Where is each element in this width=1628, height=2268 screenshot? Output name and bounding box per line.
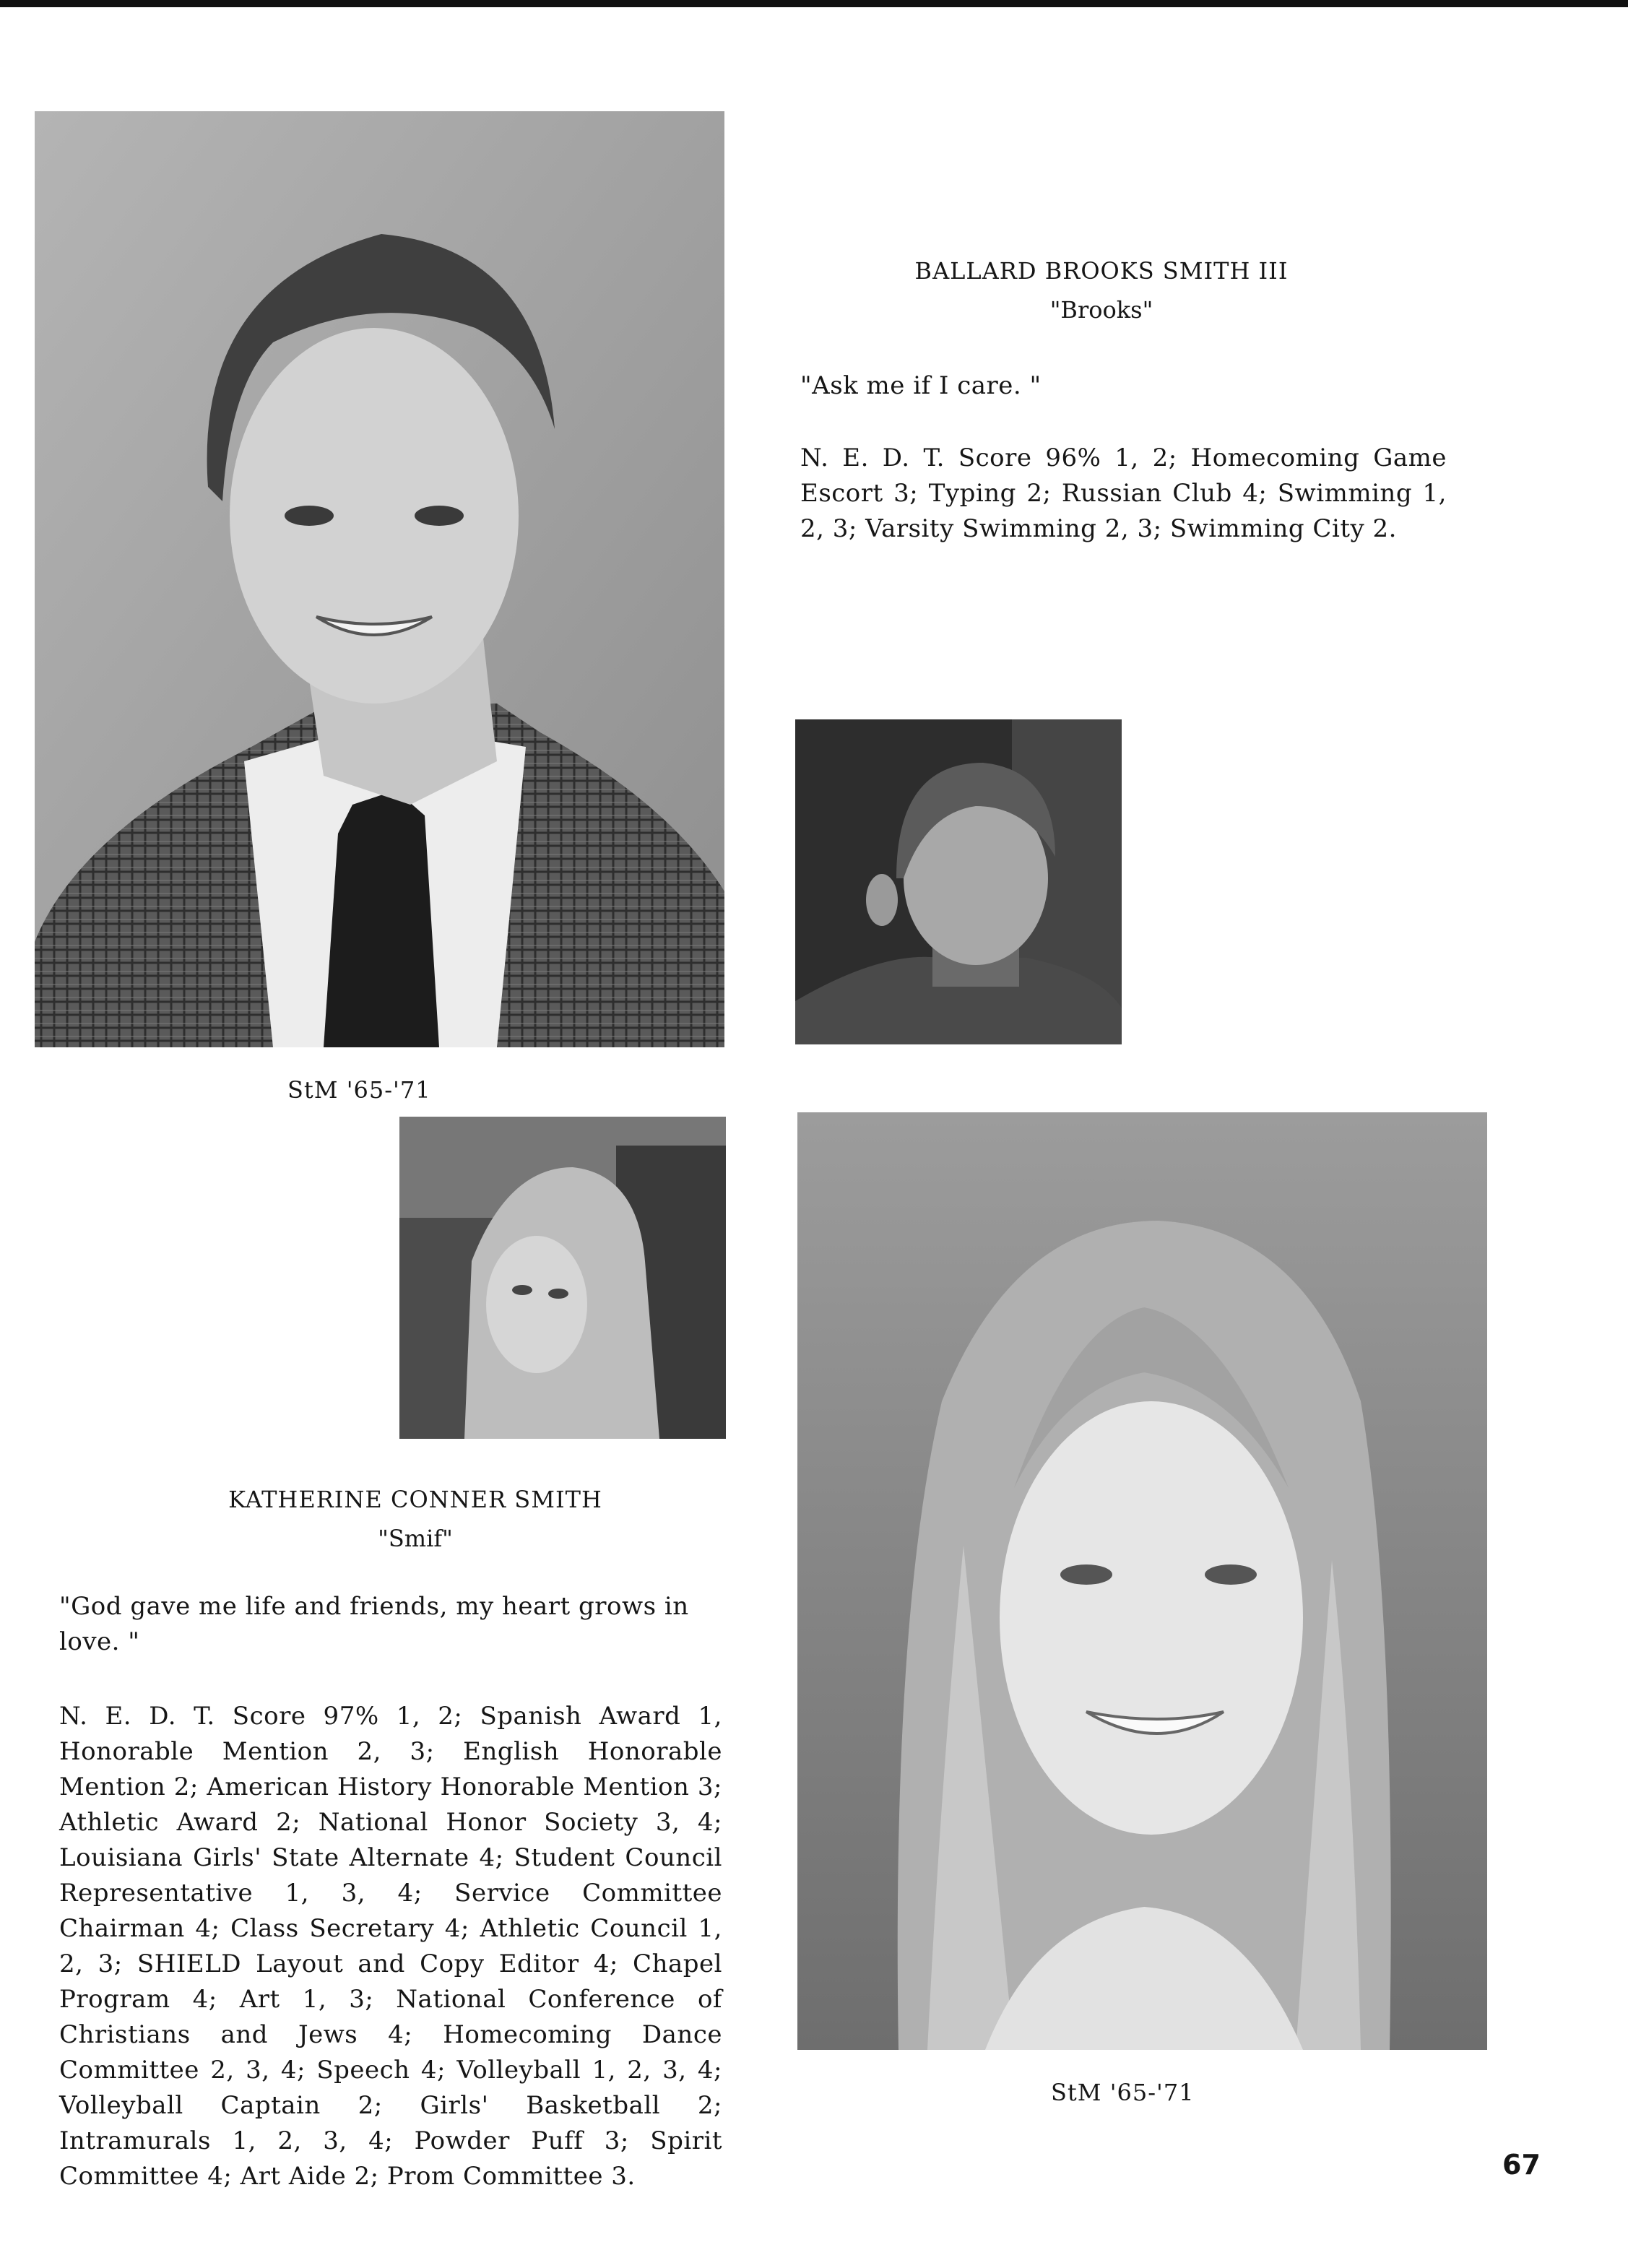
page-top-border: [0, 0, 1628, 7]
student-nickname: "Smif": [378, 1525, 453, 1552]
candid-photo-brooks: [795, 719, 1122, 1044]
student-name-heading: BALLARD BROOKS SMITH III: [914, 257, 1289, 285]
page-number: 67: [1502, 2149, 1541, 2181]
student-quote: "God gave me life and friends, my heart grows in love. ": [59, 1592, 689, 1656]
class-years-caption: StM '65-'71: [1051, 2079, 1195, 2106]
student-quote: "Ask me if I care. ": [800, 371, 1042, 400]
candid-photo-smif: [399, 1117, 726, 1439]
portrait-photo-smif: [797, 1112, 1487, 2050]
student-activities: N. E. D. T. Score 97% 1, 2; Spanish Award 1, Honorable Mention 2, 3; English Honorable Mention 2; American History Honorable Mention 3; Athletic Award 2; National Honor Society 3, 4; Louisiana Girls' State Alternate 4; Student Council Representative 1, 3, 4; Service Committee Chairman 4; Class Secretary 4; Athletic Council 1, 2, 3; SHIELD Layout and Copy Editor 4; Chapel Program 4; Art 1, 3; National Conference of Christians and Jews 4; Homecoming Dance Committee 2, 3, 4; Speech 4; Volleyball 1, 2, 3, 4; Volleyball Captain 2; Girls' Basketball 2; Intramurals 1, 2, 3, 4; Powder Puff 3; Spirit Committee 4; Art Aide 2; Prom Committee 3.: [59, 1702, 722, 2191]
student-name-heading: KATHERINE CONNER SMITH: [228, 1486, 602, 1513]
student-nickname: "Brooks": [1049, 296, 1153, 324]
portrait-photo-brooks: [35, 111, 724, 1047]
student-activities: N. E. D. T. Score 96% 1, 2; Homecoming Game Escort 3; Typing 2; Russian Club 4; Swimming 1, 2, 3; Varsity Swimming 2, 3; Swimming City 2.: [800, 443, 1447, 543]
class-years-caption: StM '65-'71: [287, 1076, 431, 1104]
